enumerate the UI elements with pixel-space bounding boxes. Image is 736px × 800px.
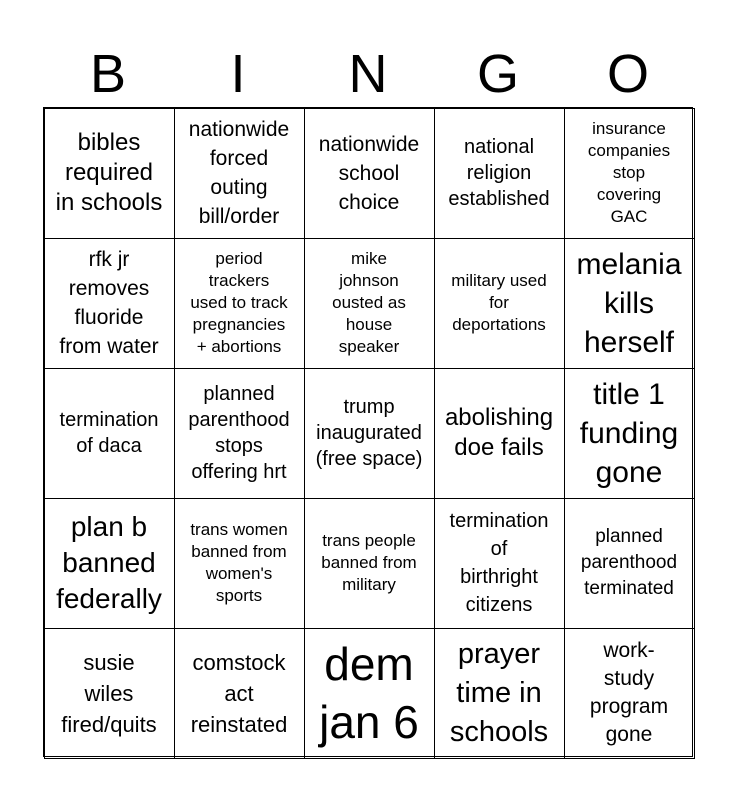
header-letter-n: N <box>348 44 388 104</box>
bingo-cell[interactable] <box>564 628 695 759</box>
cell-text: susie wiles fired/quits <box>61 649 157 737</box>
cell-text: abolishing doe fails <box>444 404 554 461</box>
cell-text: title 1 funding gone <box>579 377 679 489</box>
bingo-cell[interactable] <box>174 498 305 629</box>
bingo-cell[interactable] <box>304 108 435 239</box>
bingo-header <box>43 40 693 108</box>
bingo-cell[interactable] <box>304 498 435 629</box>
header-letter-o: O <box>606 44 649 104</box>
bingo-cell[interactable] <box>304 238 435 369</box>
bingo-cell[interactable] <box>434 498 565 629</box>
cell-text: planned parenthood stops offering hrt <box>188 383 290 483</box>
cell-text: planned parenthood terminated <box>580 526 678 599</box>
bingo-cell[interactable] <box>174 628 305 759</box>
cell-text: comstock act reinstated <box>190 649 288 737</box>
cell-text: melania kills herself <box>576 247 682 359</box>
bingo-cell[interactable] <box>304 628 435 759</box>
cell-text: dem jan 6 <box>319 638 419 748</box>
cell-text: insurance companies stop covering GAC <box>587 119 671 226</box>
bingo-cell[interactable] <box>174 108 305 239</box>
bingo-cell[interactable] <box>44 498 175 629</box>
cell-text: period trackers used to track pregnancies + abortions <box>190 249 288 356</box>
cell-text: trans women banned from women's sports <box>190 520 288 605</box>
bingo-cell[interactable] <box>44 108 175 239</box>
bingo-cell[interactable] <box>434 238 565 369</box>
cell-text: work- study program gone <box>589 639 669 746</box>
bingo-cell[interactable] <box>434 628 565 759</box>
bingo-cell[interactable] <box>564 238 695 369</box>
bingo-board <box>43 107 693 757</box>
header-letter-i: I <box>230 44 246 104</box>
cell-text: plan b banned federally <box>56 511 162 614</box>
bingo-cell[interactable] <box>564 368 695 499</box>
bingo-cell[interactable] <box>174 238 305 369</box>
cell-text: mike johnson ousted as house speaker <box>332 249 406 356</box>
header-letter-g: G <box>476 44 519 104</box>
cell-text: rfk jr removes fluoride from water <box>59 248 159 358</box>
bingo-cell[interactable] <box>174 368 305 499</box>
cell-text: nationwide forced outing bill/order <box>188 118 290 228</box>
bingo-cell[interactable] <box>304 368 435 499</box>
cell-text: nationwide school choice <box>318 132 420 214</box>
cell-text: military used for deportations <box>451 271 547 334</box>
cell-text: trump inaugurated (free space) <box>315 396 423 470</box>
cell-text: termination of birthright citizens <box>449 510 549 616</box>
bingo-cell[interactable] <box>44 368 175 499</box>
bingo-cell[interactable] <box>434 108 565 239</box>
bingo-cell[interactable] <box>434 368 565 499</box>
header-letter-b: B <box>89 44 127 104</box>
bingo-cell[interactable] <box>564 108 695 239</box>
bingo-cell[interactable] <box>44 238 175 369</box>
cell-text: bibles required in schools <box>55 129 163 216</box>
bingo-cell[interactable] <box>44 628 175 759</box>
bingo-cell[interactable] <box>564 498 695 629</box>
cell-text: trans people banned from military <box>321 531 417 594</box>
cell-text: prayer time in schools <box>449 637 549 748</box>
cell-text: national religion established <box>448 136 550 210</box>
cell-text: termination of daca <box>59 409 159 457</box>
